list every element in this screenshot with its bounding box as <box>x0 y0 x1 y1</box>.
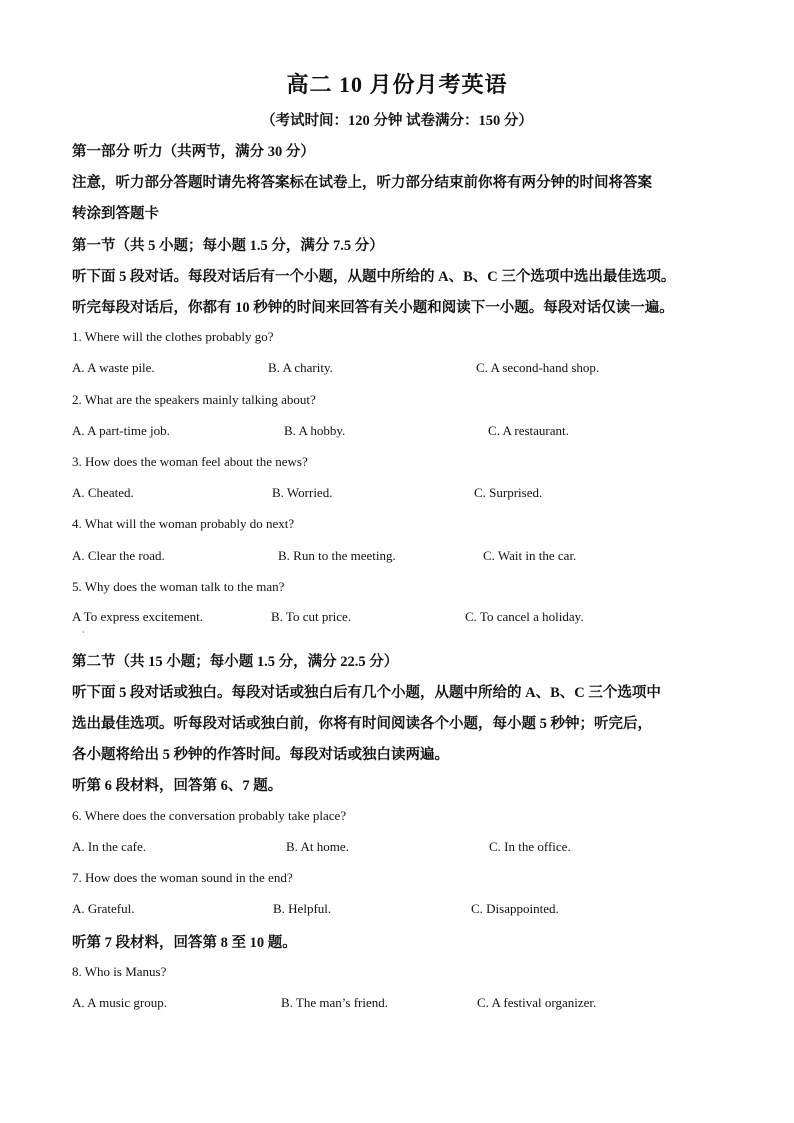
option-8a: A. A music group. <box>72 995 167 1010</box>
page-title: 高二 10 月份月考英语 <box>286 72 508 97</box>
option-1a: A. A waste pile. <box>72 360 155 375</box>
section2-heading: 第二节（共 15 小题；每小题 1.5 分，满分 22.5 分） <box>72 654 399 670</box>
notice-line-2: 转涂到答题卡 <box>72 206 159 222</box>
option-2b: B. A hobby. <box>284 423 346 438</box>
option-7b: B. Helpful. <box>273 901 332 916</box>
material-7-heading: 听第 7 段材料，回答第 8 至 10 题。 <box>72 935 297 951</box>
option-6c: C. In the office. <box>489 839 571 854</box>
section2-instruction-2: 选出最佳选项。听每段对话或独白前，你将有时间阅读各个小题，每小题 5 秒钟；听完后， <box>72 716 652 732</box>
option-6b: B. At home. <box>286 839 349 854</box>
question-1: 1. Where will the clothes probably go? <box>72 329 274 344</box>
option-2c: C. A restaurant. <box>488 423 569 438</box>
question-6: 6. Where does the conversation probably take place? <box>72 808 347 823</box>
notice-line-1: 注意，听力部分答题时请先将答案标在试卷上，听力部分结束前你将有两分钟的时间将答案 <box>72 175 652 191</box>
option-4b: B. Run to the meeting. <box>278 548 396 563</box>
material-6-heading: 听第 6 段材料，回答第 6、7 题。 <box>72 778 283 794</box>
option-3c: C. Surprised. <box>474 485 543 500</box>
option-6a: A. In the cafe. <box>72 839 146 854</box>
part1-heading: 第一部分 听力（共两节，满分 30 分） <box>72 144 315 160</box>
option-1b: B. A charity. <box>268 360 333 375</box>
option-7c: C. Disappointed. <box>471 901 559 916</box>
option-8c: C. A festival organizer. <box>477 995 597 1010</box>
section1-instruction-1: 听下面 5 段对话。每段对话后有一个小题，从题中所给的 A、B、C 三个选项中选出最佳选项。 <box>72 269 676 285</box>
question-4: 4. What will the woman probably do next? <box>72 516 295 531</box>
section2-instruction-1: 听下面 5 段对话或独白。每段对话或独白后有几个小题，从题中所给的 A、B、C 三个选项中 <box>72 685 661 701</box>
option-5a: A To express excitement. <box>72 609 203 624</box>
option-5b: B. To cut price. <box>271 609 352 624</box>
question-7: 7. How does the woman sound in the end? <box>72 870 293 885</box>
option-4c: C. Wait in the car. <box>483 548 577 563</box>
exam-info: （考试时间：120 分钟 试卷满分：150 分） <box>261 113 533 129</box>
option-8b: B. The man’s friend. <box>281 995 388 1010</box>
option-7a: A. Grateful. <box>72 901 135 916</box>
stray-dot: · <box>82 628 85 637</box>
option-4a: A. Clear the road. <box>72 548 165 563</box>
question-5: 5. Why does the woman talk to the man? <box>72 579 285 594</box>
section1-instruction-2: 听完每段对话后，你都有 10 秒钟的时间来回答有关小题和阅读下一小题。每段对话仅读一遍。 <box>72 300 674 316</box>
option-5c: C. To cancel a holiday. <box>465 609 584 624</box>
option-2a: A. A part-time job. <box>72 423 170 438</box>
option-3b: B. Worried. <box>272 485 333 500</box>
question-3: 3. How does the woman feel about the news? <box>72 454 308 469</box>
option-1c: C. A second-hand shop. <box>476 360 600 375</box>
section1-heading: 第一节（共 5 小题；每小题 1.5 分，满分 7.5 分） <box>72 238 384 254</box>
section2-instruction-3: 各小题将给出 5 秒钟的作答时间。每段对话或独白读两遍。 <box>72 747 449 763</box>
question-2: 2. What are the speakers mainly talking about? <box>72 392 316 407</box>
option-3a: A. Cheated. <box>72 485 134 500</box>
question-8: 8. Who is Manus? <box>72 964 167 979</box>
